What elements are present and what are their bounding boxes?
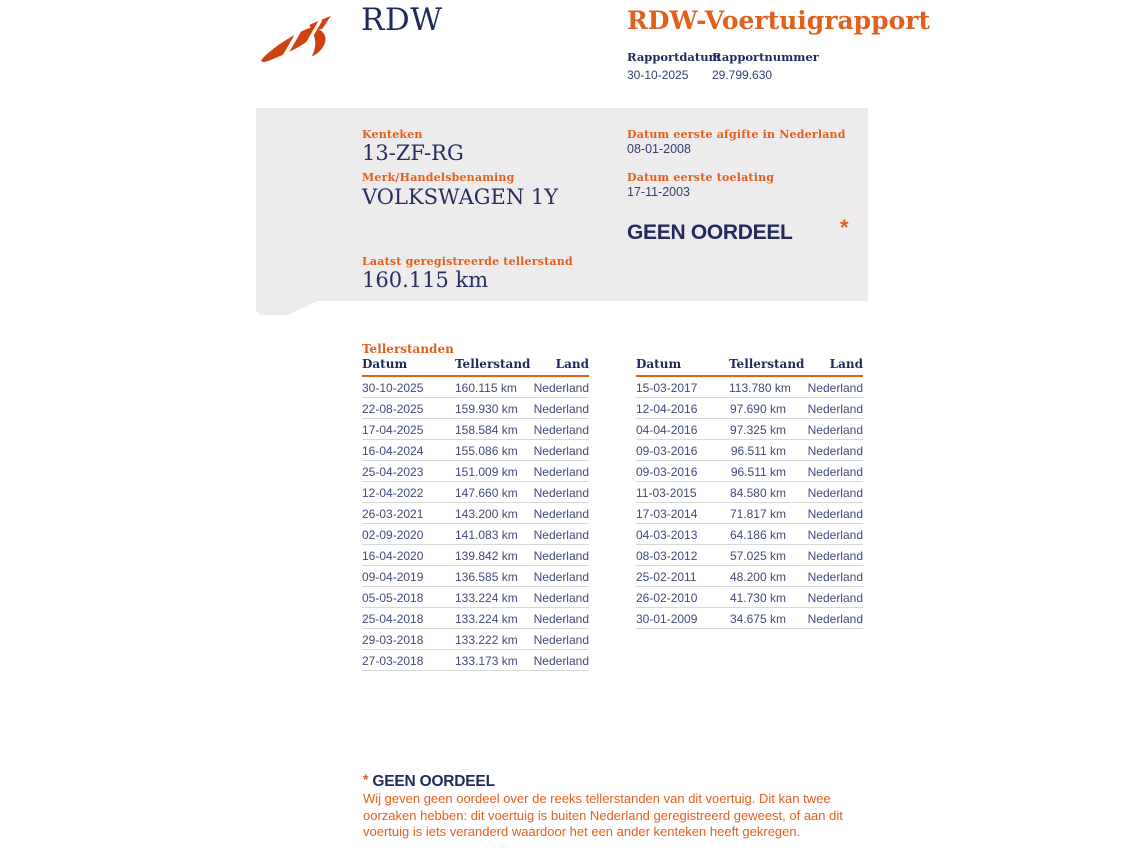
rdw-wing-logo-icon [258,8,338,70]
cell-land: Nederland [512,566,589,587]
cell-land: Nederland [786,419,863,440]
col-header-tellerstand: Tellerstand [729,357,786,376]
table-row [362,545,589,566]
cell-tellerstand: 97.325 km [729,419,786,440]
tellerstanden-table-right [636,357,863,629]
footnote-title-text: GEEN OORDEEL [372,773,495,790]
cell-land: Nederland [512,503,589,524]
cell-datum: 15-03-2017 [636,376,729,398]
verdict-text: GEEN OORDEEL [627,221,793,244]
cell-land: Nederland [786,503,863,524]
cell-tellerstand: 133.224 km [455,587,512,608]
cell-datum: 09-03-2016 [636,440,729,461]
table-row [362,398,589,419]
table-row [362,376,589,398]
cell-datum: 25-02-2011 [636,566,729,587]
cell-tellerstand: 159.930 km [455,398,512,419]
cell-datum: 17-04-2025 [362,419,455,440]
footnote-asterisk: * [363,771,369,787]
cell-datum: 09-04-2019 [362,566,455,587]
cell-datum: 26-02-2010 [636,587,729,608]
footnote-title [363,771,495,791]
table-row [636,461,863,482]
table-row [636,545,863,566]
cell-land: Nederland [512,398,589,419]
cell-land: Nederland [786,461,863,482]
table-row [636,503,863,524]
cell-land: Nederland [786,608,863,629]
cell-datum: 30-01-2009 [636,608,729,629]
table-row [636,608,863,629]
merk-label: Merk/Handelsbenaming [362,171,515,184]
cell-datum: 12-04-2022 [362,482,455,503]
cell-tellerstand: 136.585 km [455,566,512,587]
table-row [362,566,589,587]
table-row [636,419,863,440]
verdict-asterisk: * [840,215,849,240]
footnote-text: Wij geven geen oordeel over de reeks tellerstanden van dit voertuig. Dit kan twee oorzaken hebben: dit voertuig is buiten Nederland geregistreerd geweest, of aan dit voertuig is iets veranderd waardoor het een ander kenteken heeft gekregen. [363,791,843,839]
cell-tellerstand: 160.115 km [455,376,512,398]
col-header-datum: Datum [362,357,455,376]
table-header-row [362,357,589,376]
report-number-block [712,50,819,82]
table-row [362,503,589,524]
table-row [636,376,863,398]
table-row [362,629,589,650]
report-date-label: Rapportdatum [627,50,721,64]
cell-land: Nederland [512,461,589,482]
panel-tail-shape [256,301,318,315]
col-header-land: Land [512,357,589,376]
cell-tellerstand: 71.817 km [729,503,786,524]
col-header-datum: Datum [636,357,729,376]
tellerstanden-table-left [362,357,589,671]
col-header-tellerstand: Tellerstand [455,357,512,376]
cell-tellerstand: 155.086 km [455,440,512,461]
cell-datum: 04-03-2013 [636,524,729,545]
cell-datum: 22-08-2025 [362,398,455,419]
cell-datum: 08-03-2012 [636,545,729,566]
cell-tellerstand: 64.186 km [729,524,786,545]
cell-tellerstand: 57.025 km [729,545,786,566]
report-title: RDW-Voertuigrapport [627,6,931,35]
afgifte-value: 08-01-2008 [627,142,691,156]
cell-tellerstand: 147.660 km [455,482,512,503]
table-row [636,587,863,608]
cell-tellerstand: 133.224 km [455,608,512,629]
report-date-block [627,50,721,82]
cell-datum: 12-04-2016 [636,398,729,419]
table-row [362,440,589,461]
table-row [636,440,863,461]
vehicle-summary-panel [256,108,868,301]
table-row [362,524,589,545]
cell-datum: 30-10-2025 [362,376,455,398]
report-number-value: 29.799.630 [712,68,773,82]
cell-tellerstand: 84.580 km [729,482,786,503]
merk-value: VOLKSWAGEN 1Y [362,185,559,209]
cell-land: Nederland [786,440,863,461]
table-row [636,566,863,587]
table-row [636,524,863,545]
cell-datum: 26-03-2021 [362,503,455,524]
table-row [362,419,589,440]
cell-land: Nederland [786,482,863,503]
cell-tellerstand: 34.675 km [729,608,786,629]
cell-land: Nederland [512,608,589,629]
col-header-land: Land [786,357,863,376]
cell-datum: 16-04-2020 [362,545,455,566]
afgifte-label: Datum eerste afgifte in Nederland [627,128,846,141]
cell-datum: 17-03-2014 [636,503,729,524]
cell-datum: 16-04-2024 [362,440,455,461]
toelating-label: Datum eerste toelating [627,171,775,184]
table-row [362,587,589,608]
kenteken-label: Kenteken [362,128,423,141]
report-number-label: Rapportnummer [712,50,819,64]
cell-datum: 25-04-2018 [362,608,455,629]
toelating-value: 17-11-2003 [627,185,691,199]
cell-tellerstand: 139.842 km [455,545,512,566]
cell-datum: 02-09-2020 [362,524,455,545]
table-header-row [636,357,863,376]
cell-tellerstand: 158.584 km [455,419,512,440]
cell-land: Nederland [512,376,589,398]
cell-datum: 04-04-2016 [636,419,729,440]
cell-land: Nederland [786,545,863,566]
tellerstanden-title: Tellerstanden [362,342,454,356]
cell-land: Nederland [512,545,589,566]
cell-land: Nederland [512,482,589,503]
cell-datum: 29-03-2018 [362,629,455,650]
cell-land: Nederland [786,566,863,587]
cell-land: Nederland [512,419,589,440]
table-row [636,482,863,503]
cell-land: Nederland [512,524,589,545]
cell-datum: 05-05-2018 [362,587,455,608]
cell-land: Nederland [786,376,863,398]
cell-tellerstand: 48.200 km [729,566,786,587]
cell-tellerstand: 133.173 km [455,650,512,671]
cell-tellerstand: 96.511 km [729,440,786,461]
table-row [362,650,589,671]
cell-land: Nederland [786,398,863,419]
report-meta [627,50,819,82]
cell-tellerstand: 133.222 km [455,629,512,650]
cell-tellerstand: 143.200 km [455,503,512,524]
table-row [362,461,589,482]
cell-land: Nederland [786,524,863,545]
tellerstand-value: 160.115 km [362,268,489,292]
tellerstand-label: Laatst geregistreerde tellerstand [362,255,573,268]
rdw-logo-wordmark: RDW [361,2,443,38]
cell-land: Nederland [786,587,863,608]
report-date-value: 30-10-2025 [627,68,689,82]
cell-tellerstand: 113.780 km [729,376,786,398]
cell-land: Nederland [512,587,589,608]
cell-datum: 09-03-2016 [636,461,729,482]
cell-land: Nederland [512,629,589,650]
cell-land: Nederland [512,650,589,671]
kenteken-value: 13-ZF-RG [362,141,464,165]
cell-tellerstand: 97.690 km [729,398,786,419]
table-row [362,608,589,629]
cell-datum: 27-03-2018 [362,650,455,671]
cell-tellerstand: 96.511 km [729,461,786,482]
cell-land: Nederland [512,440,589,461]
cell-tellerstand: 41.730 km [729,587,786,608]
cell-tellerstand: 151.009 km [455,461,512,482]
table-row [362,482,589,503]
cell-tellerstand: 141.083 km [455,524,512,545]
cell-datum: 11-03-2015 [636,482,729,503]
table-row [636,398,863,419]
cell-datum: 25-04-2023 [362,461,455,482]
